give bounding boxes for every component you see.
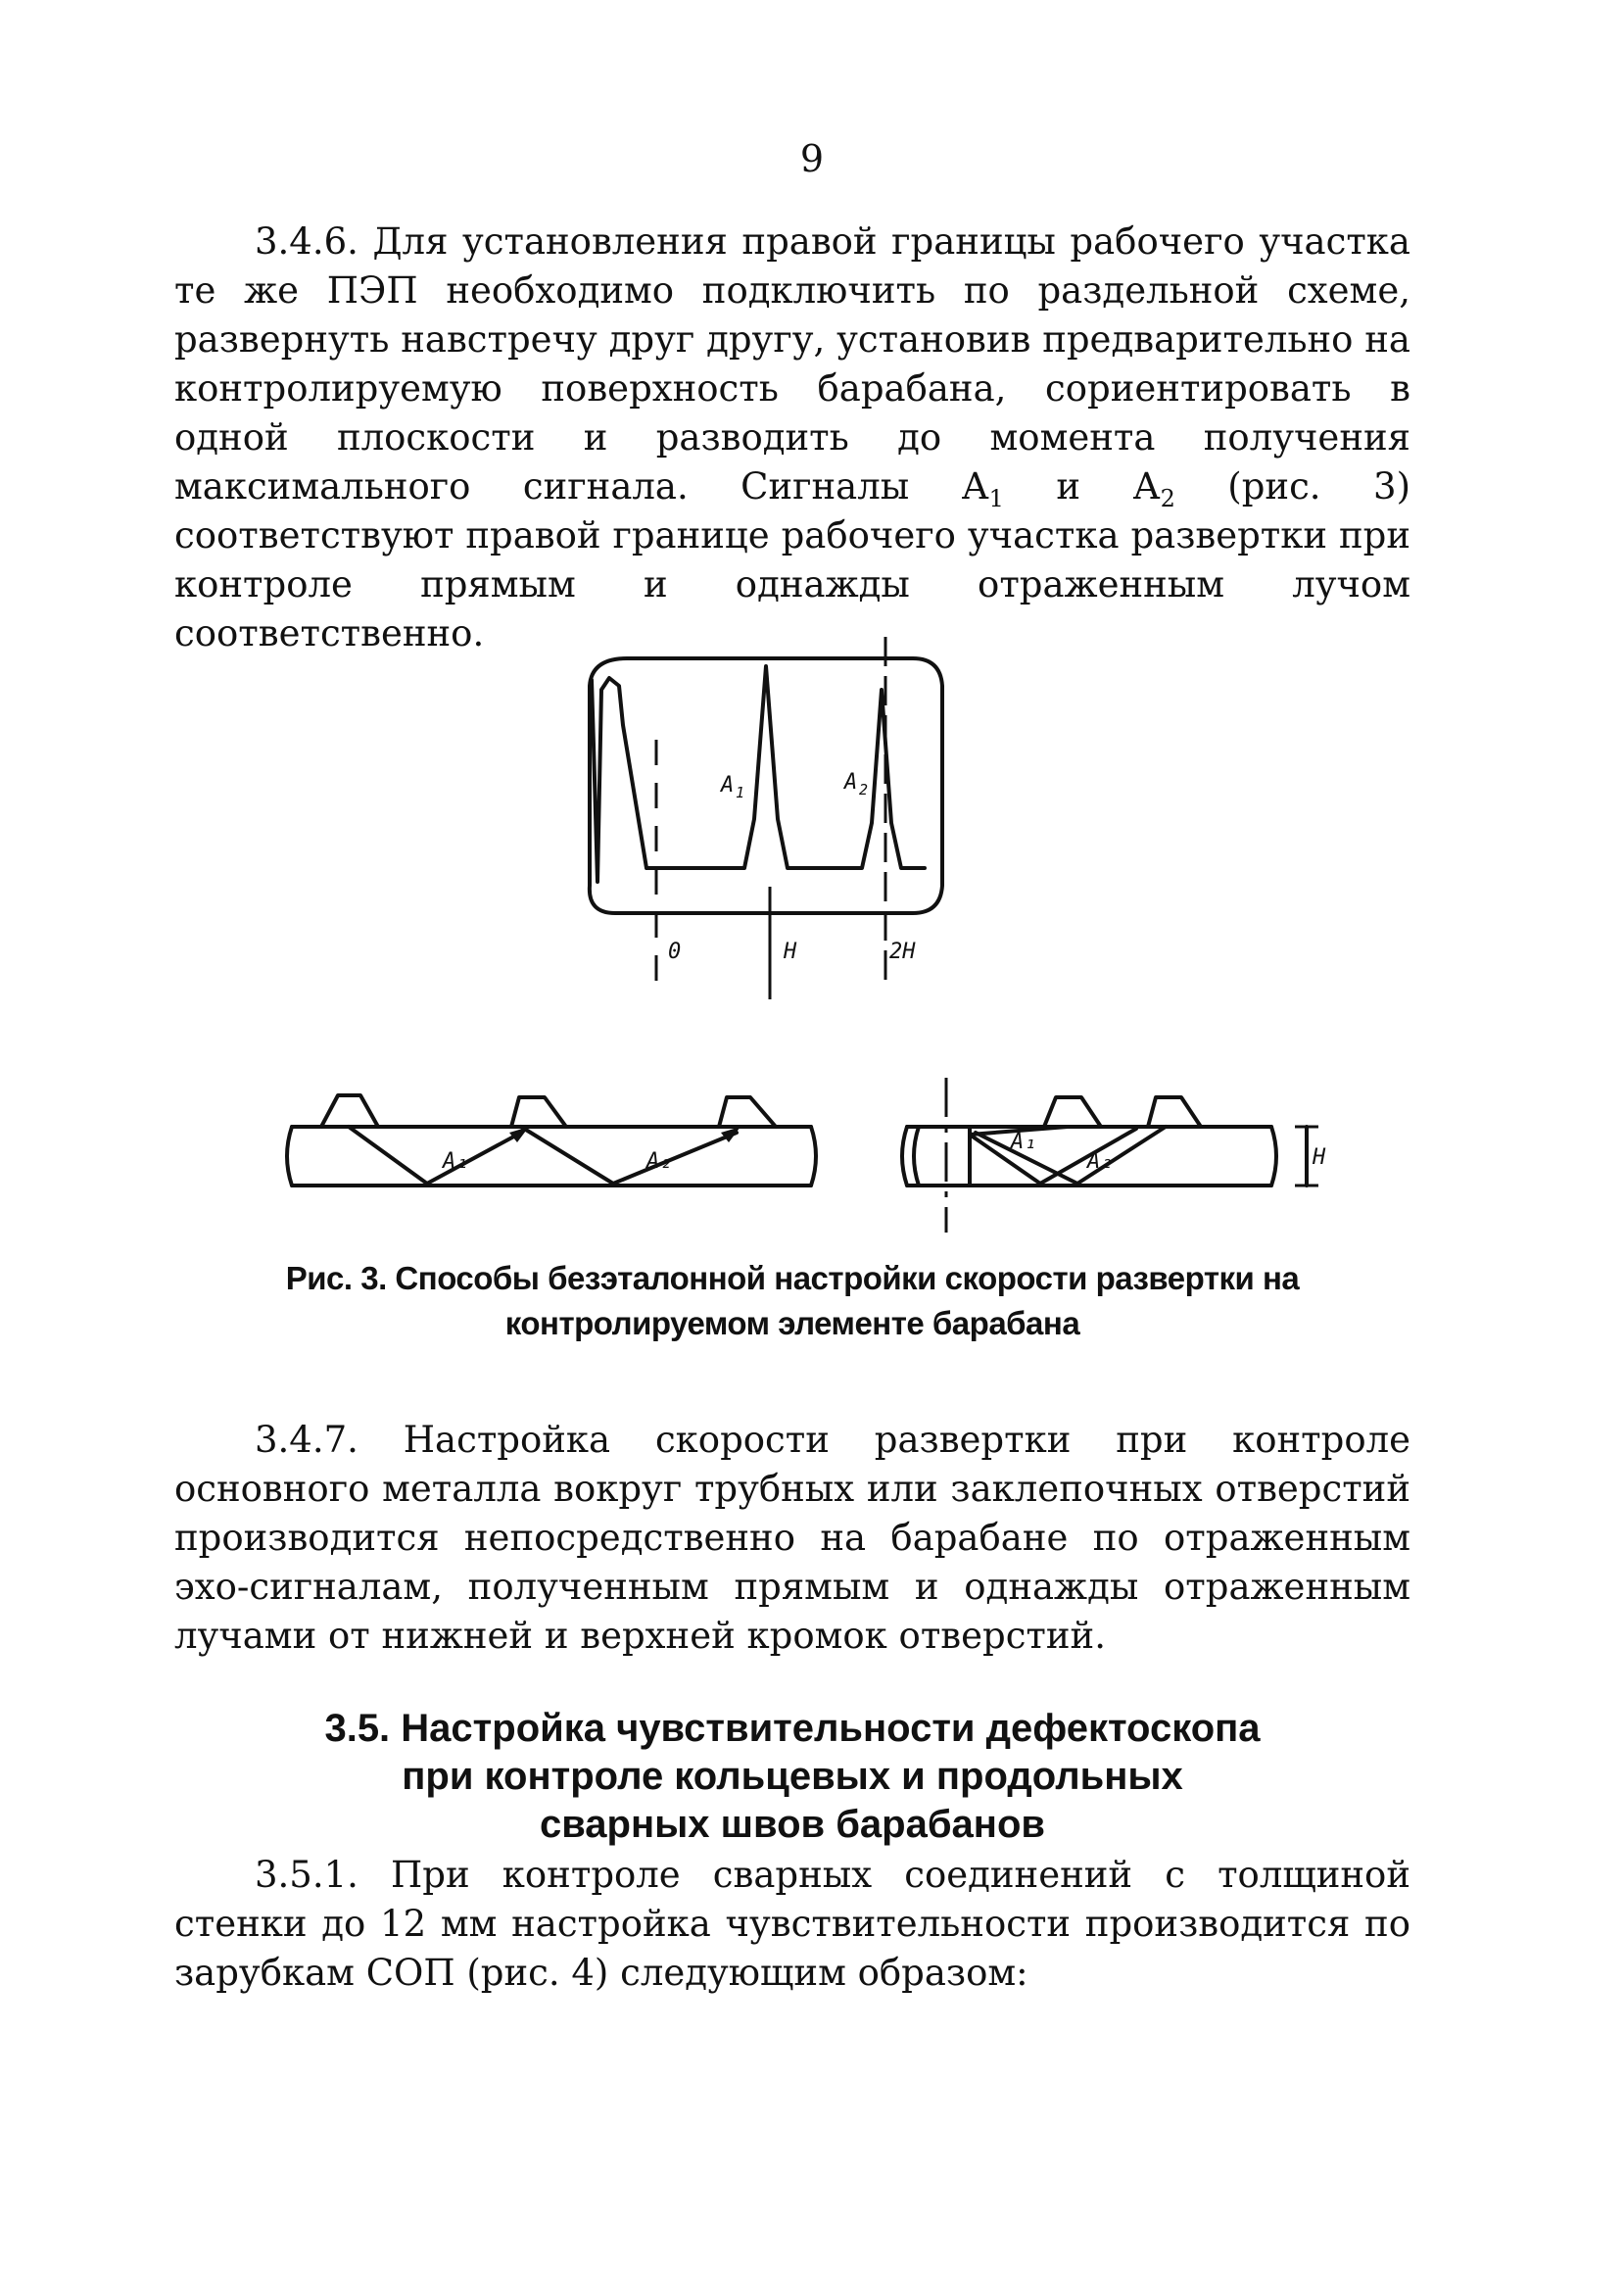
caption-line: Рис. 3. Способы безэталонной настройки скорости развертки на bbox=[285, 1260, 1300, 1296]
figure-caption bbox=[174, 1256, 1410, 1346]
beam-a1-label: A₁ bbox=[1011, 1130, 1037, 1154]
probe-1 bbox=[1044, 1097, 1101, 1127]
page-number: 9 bbox=[799, 137, 825, 180]
block-inner-end bbox=[914, 1127, 919, 1186]
signal-a1-label: A bbox=[721, 773, 735, 798]
signal-a2-sub: 2 bbox=[859, 781, 869, 799]
paragraph-text: (рис. 3) соответствуют правой границе рабочего участка развертки при контроле прямым и однажды отраженным лучом соответственно. bbox=[174, 465, 1410, 654]
beam-a1-label: A₁ bbox=[443, 1149, 469, 1174]
signal-a1-sub: 1 bbox=[736, 784, 745, 801]
beam-path-2 bbox=[976, 1127, 1166, 1184]
block-left-end bbox=[902, 1127, 907, 1186]
heading-line: сварных швов барабанов bbox=[540, 1803, 1045, 1846]
paragraph-text: и А bbox=[1003, 465, 1161, 508]
block-right-end bbox=[1271, 1127, 1276, 1186]
paragraph-3-4-7: 3.4.7. Настройка скорости развертки при контроле основного металла вокруг трубных или заклепочных отверстий производится непосредственно на барабане по отраженным эхо-сигналам, полученным прямым и однажды отраженным лучами от нижней и верхней кромок отверстий. bbox=[174, 1419, 1410, 1657]
probe-2 bbox=[1148, 1097, 1201, 1127]
heading-line: при контроле кольцевых и продольных bbox=[402, 1755, 1183, 1798]
subscript: 1 bbox=[988, 485, 1004, 512]
heading-line: 3.5. Настройка чувствительности дефектоскопа bbox=[324, 1707, 1261, 1750]
beam-a2-label: A₂ bbox=[646, 1149, 673, 1174]
beam-a2-label: A₂ bbox=[1087, 1149, 1114, 1174]
caption-line: контролируемом элементе барабана bbox=[504, 1305, 1080, 1341]
subscript: 2 bbox=[1160, 485, 1175, 512]
paragraph-text: 3.4.6. Для установления правой границы рабочего участка те же ПЭП необходимо подключить по раздельной схеме, развернуть навстречу друг другу, установив предварительно на контролируемую поверхность барабана, сориентировать в одной плоскости и разводить до момента получения максимального сигнала. Сигналы А bbox=[174, 220, 1410, 508]
signal-a2-label: A bbox=[844, 770, 858, 795]
mark-zero-label: 0 bbox=[668, 940, 682, 964]
mark-h-label: H bbox=[784, 940, 797, 964]
mark-2h-label: 2H bbox=[889, 940, 916, 964]
section-heading bbox=[174, 1705, 1410, 1849]
thickness-label: H bbox=[1313, 1145, 1326, 1170]
paragraph-3-5-1: 3.5.1. При контроле сварных соединений с толщиной стенки до 12 мм настройка чувствительности производится по зарубкам СОП (рис. 4) следующим образом: bbox=[174, 1854, 1410, 1994]
